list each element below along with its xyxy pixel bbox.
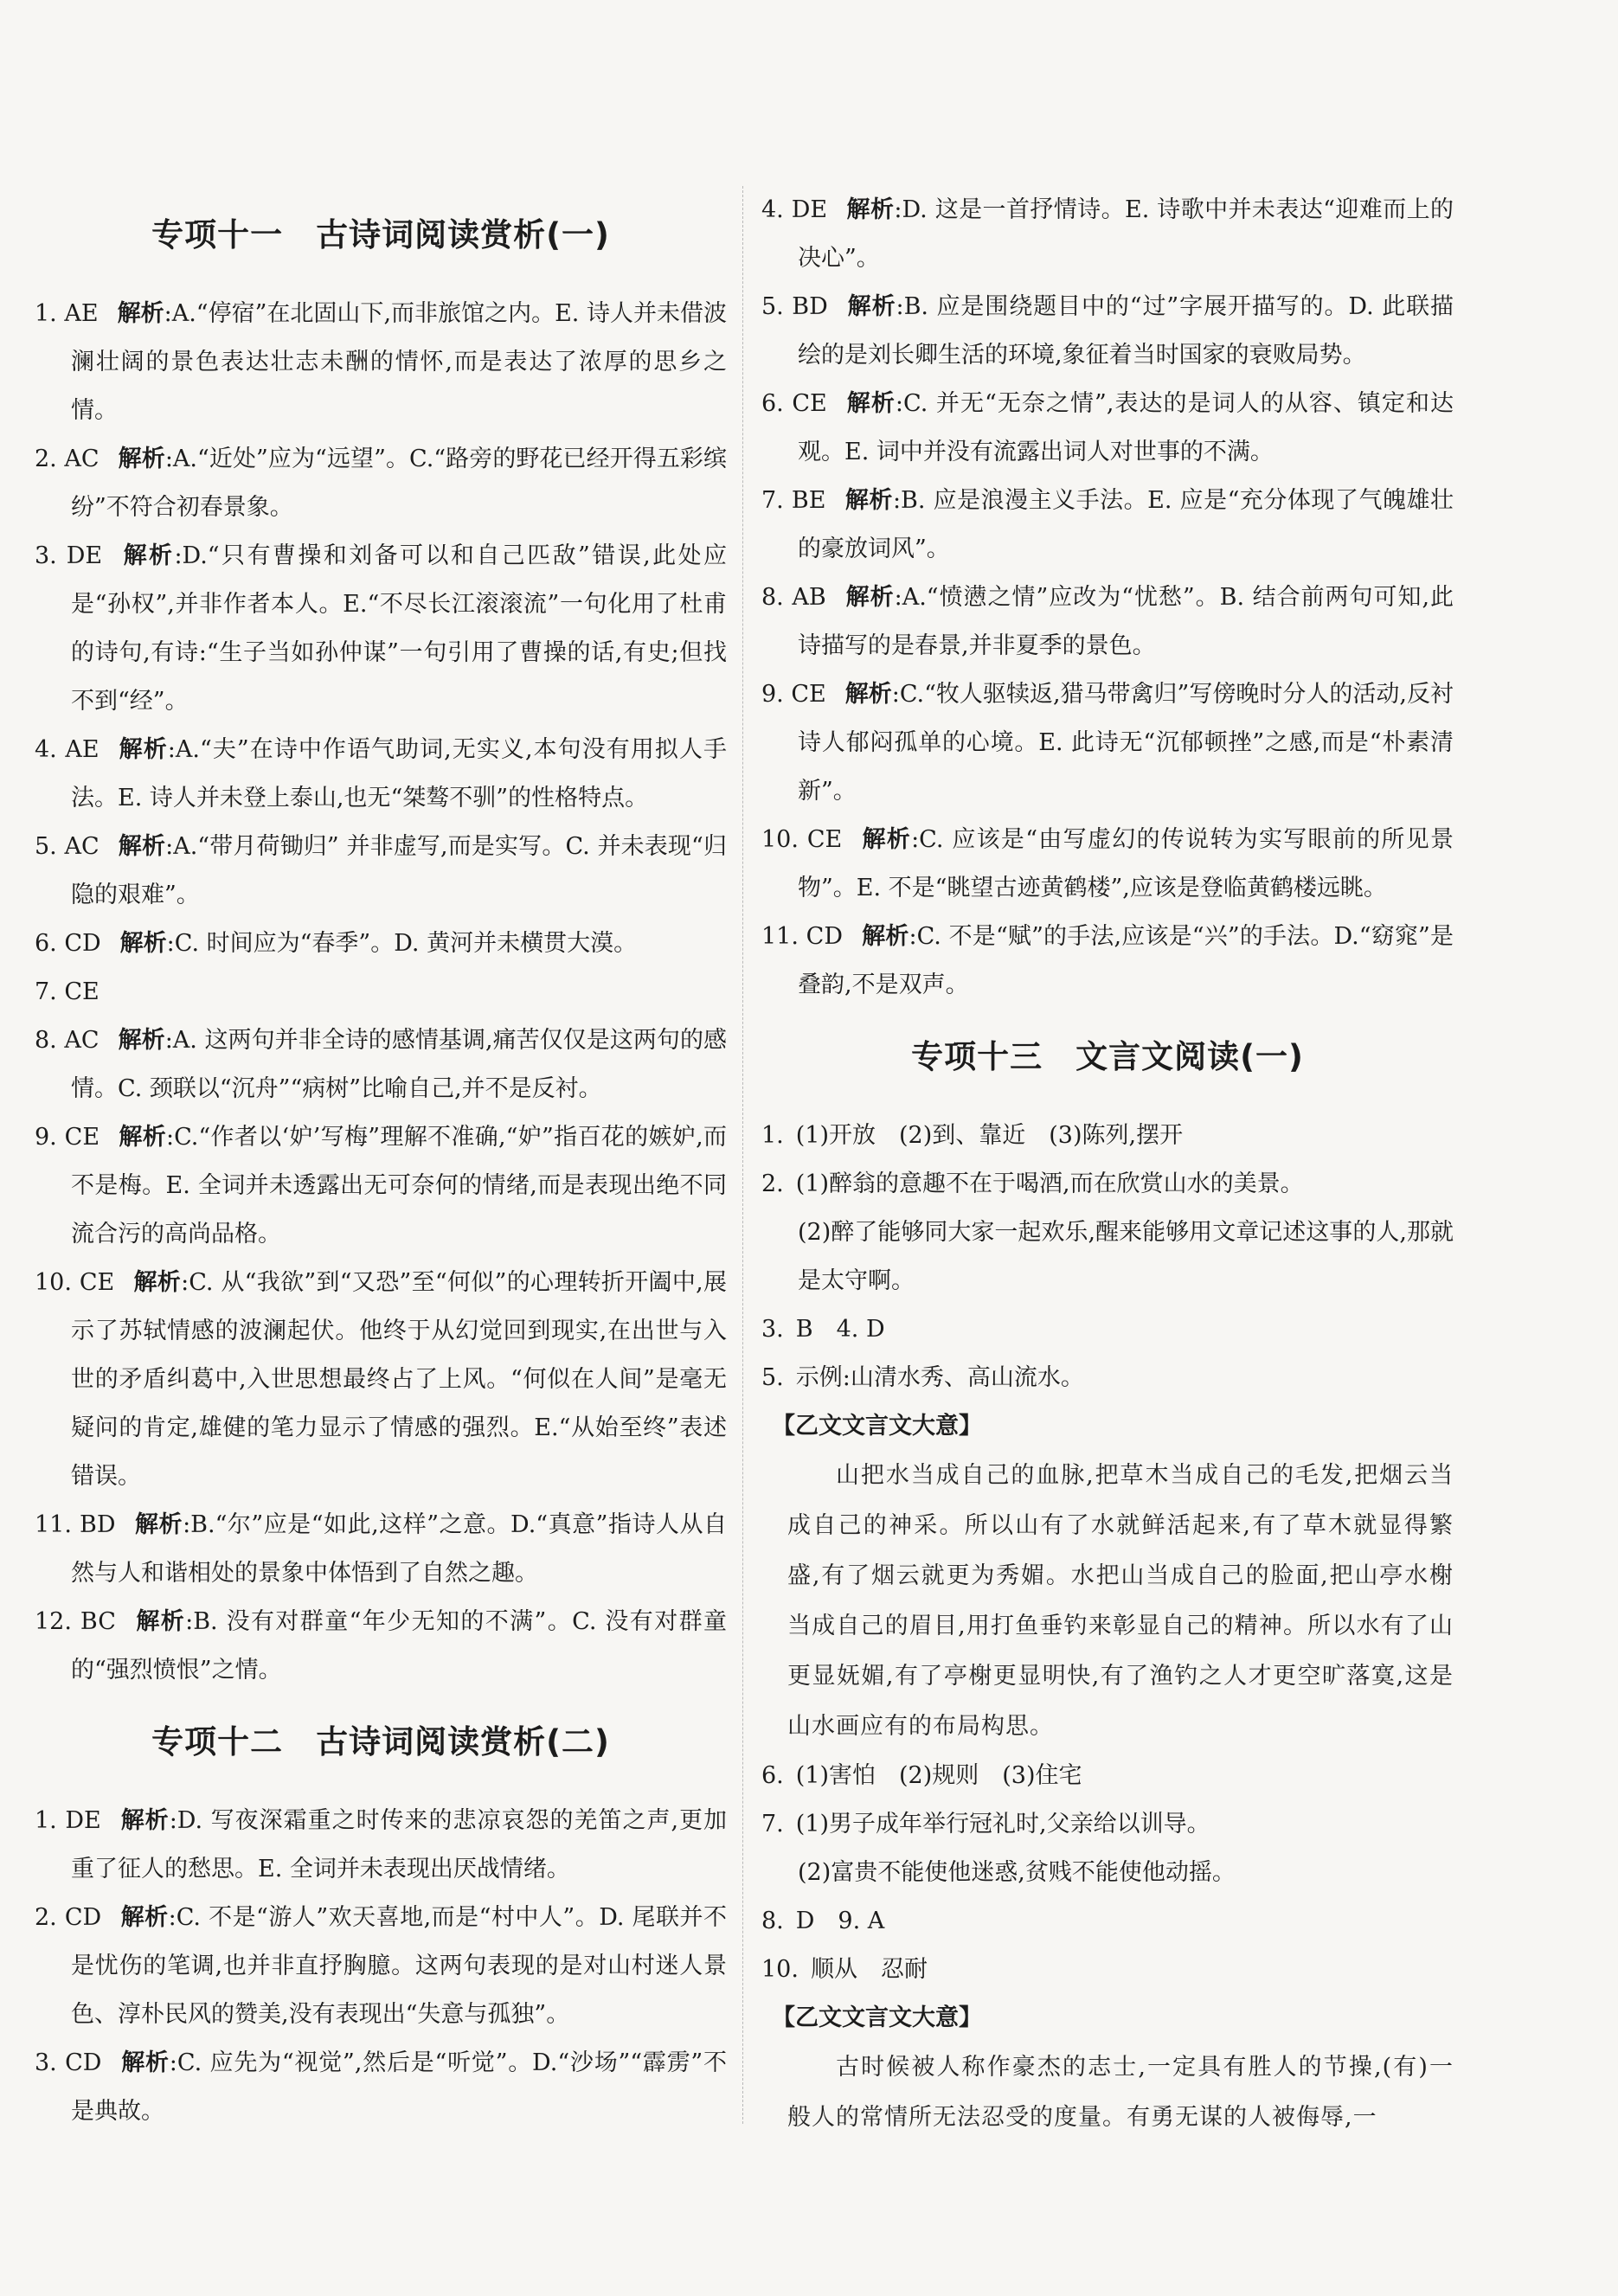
answer-number: 11. BD — [35, 1511, 116, 1538]
answer-number: 8. — [761, 1908, 784, 1934]
analysis-label: 解析 — [119, 1124, 167, 1151]
answer-number: 1. DE — [35, 1807, 101, 1834]
answer-number: 4. AE — [35, 736, 100, 763]
answer-item — [35, 290, 727, 435]
analysis-label: 解析 — [134, 1511, 183, 1538]
answer-number: 10. CE — [35, 1269, 115, 1296]
translation-text: 山把水当成自己的血脉,把草木当成自己的毛发,把烟云当成自己的神采。所以山有了水就鲜活起来,有了草木就显得繁盛,有了烟云就更为秀媚。水把山当成自己的脸面,把山亭水榭当成自己的眉目,用打鱼垂钓来彰显自己的精神。所以水有了山更显妩媚,有了亭榭更显明快,有了渔钓之人才更空旷落寞,这是山水画应有的布局构思。 — [787, 1462, 1454, 1740]
answer-number: 3. — [761, 1316, 784, 1343]
answer-item — [761, 816, 1454, 913]
answer-number: 6. CD — [35, 930, 101, 957]
analysis-label: 解析 — [861, 826, 912, 853]
analysis-label: 解析 — [119, 1807, 170, 1834]
answer-text: (2)富贵不能使他迷惑,贫贱不能使他动摇。 — [798, 1859, 1236, 1886]
answer-item — [761, 1209, 1454, 1305]
answer-item — [761, 1160, 1454, 1209]
answer-text: :A.“停宿”在北固山下,而非旅馆之内。E. 诗人并未借波澜壮阔的景色表达壮志未酬的情怀,而是表达了浓厚的思乡之情。 — [71, 300, 727, 424]
answer-number: 12. BC — [35, 1608, 116, 1635]
answer-number: 2. CD — [35, 1904, 102, 1931]
answer-text: :D.“只有曹操和刘备可以和自己匹敌”错误,此处应是“孙权”,并非作者本人。E.“不尽长江滚滚流”一句化用了杜甫的诗句,有诗:“生子当如孙仲谋”一句引用了曹操的话,有史;但找不到“经”。 — [71, 542, 728, 715]
answer-item — [761, 380, 1454, 477]
answer-text: (1)醉翁的意趣不在于喝酒,而在欣赏山水的美景。 — [795, 1170, 1304, 1197]
analysis-label: 解析 — [844, 584, 895, 611]
answer-number: 5. BD — [761, 293, 828, 320]
answer-number: 9. CE — [35, 1124, 100, 1151]
answer-text: :C.“作者以‘妒’写梅”理解不准确,“妒”指百花的嫉妒,而不是梅。E. 全词并未透露出无可奈何的情绪,而是表现出绝不同流合污的高尚品格。 — [71, 1124, 728, 1247]
section-title: 专项十二 古诗词阅读赏析(二) — [151, 1723, 610, 1760]
analysis-label: 解析 — [846, 196, 895, 223]
answer-text: (1)男子成年举行冠礼时,父亲给以训导。 — [795, 1811, 1210, 1837]
answer-text: 顺从 忍耐 — [810, 1956, 928, 1983]
answer-item — [35, 1259, 727, 1501]
answer-number: 6. — [761, 1762, 784, 1789]
answer-number: 6. CE — [761, 390, 827, 417]
answer-item — [35, 920, 727, 968]
left-column — [35, 177, 727, 2136]
right-column — [761, 186, 1454, 2143]
answer-number: 11. CD — [761, 923, 843, 950]
answer-text: :B. 应是浪漫主义手法。E. 应是“充分体现了气魄雄壮的豪放词风”。 — [798, 487, 1454, 562]
answer-item — [761, 1800, 1454, 1849]
answer-text: :D. 这是一首抒情诗。E. 诗歌中并未表达“迎难而上的决心”。 — [798, 196, 1454, 272]
answer-item — [761, 1946, 1454, 1994]
answer-item — [761, 1849, 1454, 1897]
answer-item — [761, 186, 1454, 283]
translation-heading: 【乙文文言文大意】 — [772, 1413, 982, 1440]
answer-item — [35, 1113, 727, 1259]
analysis-label: 解析 — [117, 300, 164, 327]
answer-number: 2. — [761, 1170, 784, 1197]
answer-text: :A.“近处”应为“远望”。C.“路旁的野花已经开得五彩缤纷”不符合初春景象。 — [71, 446, 727, 521]
answer-item — [35, 435, 727, 532]
answer-text: :D. 写夜深霜重之时传来的悲凉哀怨的羌笛之声,更加重了征人的愁思。E. 全词并未表现出厌战情绪。 — [71, 1807, 728, 1882]
answer-item — [35, 1501, 727, 1598]
answer-item — [761, 574, 1454, 670]
answer-text: :A.“带月荷锄归” 并非虚写,而是实写。C. 并未表现“归隐的艰难”。 — [71, 833, 727, 908]
answer-number: 8. AB — [761, 584, 826, 611]
answer-number: 3. DE — [35, 542, 103, 569]
answer-text: (1)开放 (2)到、靠近 (3)陈列,摆开 — [795, 1122, 1184, 1149]
answer-item — [35, 532, 727, 726]
answer-list — [761, 1752, 1454, 1994]
analysis-label: 解析 — [119, 930, 167, 957]
answer-text: :A. 这两句并非全诗的感情基调,痛苦仅仅是这两句的感情。C. 颈联以“沉舟”“病树”比喻自己,并不是反衬。 — [71, 1027, 728, 1102]
answer-item — [761, 670, 1454, 816]
answer-item — [761, 1752, 1454, 1800]
answer-number: 10. — [761, 1956, 799, 1983]
analysis-label: 解析 — [844, 487, 893, 514]
analysis-label: 解析 — [120, 2049, 170, 2076]
answer-item — [761, 477, 1454, 574]
section-title: 专项十三 文言文阅读(一) — [911, 1038, 1304, 1075]
answer-number: 1. AE — [35, 300, 99, 327]
answer-text: :A.“夫”在诗中作语气助词,无实义,本句没有用拟人手法。E. 诗人并未登上泰山,也无“桀骜不驯”的性格特点。 — [71, 736, 727, 811]
answer-number: 5. — [761, 1364, 784, 1391]
answer-text: :C. 应该是“由写虚幻的传说转为实写眼前的所见景物”。E. 不是“眺望古迹黄鹤楼”,应该是登临黄鹤楼远眺。 — [798, 826, 1454, 901]
answer-number: 7. BE — [761, 487, 826, 514]
answer-number: 9. CE — [761, 681, 826, 708]
answer-text: :B. 应是围绕题目中的“过”字展开描写的。D. 此联描绘的是刘长卿生活的环境,象征着当时国家的衰败局势。 — [798, 293, 1454, 369]
translation-heading: 【乙文文言文大意】 — [772, 2004, 982, 2031]
answer-item — [35, 823, 727, 920]
answer-text: :C.“牧人驱犊返,猎马带禽归”写傍晚时分人的活动,反衬诗人郁闷孤单的心境。E. 此诗无“沉郁顿挫”之感,而是“朴素清新”。 — [798, 681, 1454, 805]
answer-list — [761, 186, 1454, 1010]
answer-text: B 4. D — [795, 1316, 885, 1343]
analysis-label: 解析 — [120, 1904, 169, 1931]
answer-number: 3. CD — [35, 2049, 102, 2076]
analysis-label: 解析 — [844, 681, 892, 708]
answer-item — [35, 968, 727, 1017]
answer-item — [761, 1897, 1454, 1946]
column-divider — [742, 186, 743, 2124]
answer-text: :C. 时间应为“春季”。D. 黄河并未横贯大漠。 — [166, 930, 638, 957]
answer-item — [35, 1598, 727, 1695]
answer-item — [761, 283, 1454, 380]
analysis-label: 解析 — [121, 542, 175, 569]
answer-text: :B. 没有对群童“年少无知的不满”。C. 没有对群童的“强烈愤恨”之情。 — [71, 1608, 727, 1684]
answer-text: :B.“尔”应是“如此,这样”之意。D.“真意”指诗人从自然与人和谐相处的景象中体悟到了自然之趣。 — [71, 1511, 727, 1587]
answer-item — [35, 1894, 727, 2039]
answer-number: 4. DE — [761, 196, 828, 223]
answer-text: :C. 从“我欲”到“又恐”至“何似”的心理转折开阖中,展示了苏轼情感的波澜起伏。他终于从幻觉回到现实,在出世与入世的矛盾纠葛中,入世思想最终占了上风。“何似在人间”是毫无疑问的肯定,雄健的笔力显示了情感的强烈。E.“从始至终”表述错误。 — [71, 1269, 728, 1490]
answer-item — [35, 1797, 727, 1894]
translation-text: 古时候被人称作豪杰的志士,一定具有胜人的节操,(有)一般人的常情所无法忍受的度量。有勇无谋的人被侮辱,一 — [787, 2054, 1454, 2131]
answer-item — [761, 913, 1454, 1010]
answer-text: :A.“愤懑之情”应改为“忧愁”。B. 结合前两句可知,此诗描写的是春景,并非夏季的景色。 — [798, 584, 1454, 659]
answer-text: D 9. A — [795, 1908, 885, 1934]
analysis-label: 解析 — [118, 736, 168, 763]
answer-item — [35, 2039, 727, 2136]
answer-item — [761, 1112, 1454, 1160]
answer-text: (2)醉了能够同大家一起欢乐,醒来能够用文章记述这事的人,那就是太守啊。 — [798, 1219, 1454, 1294]
answer-list — [35, 1797, 727, 2136]
answer-list — [761, 1112, 1454, 1402]
answer-number: 7. CE — [35, 978, 100, 1005]
analysis-label: 解析 — [845, 390, 896, 417]
analysis-label: 解析 — [133, 1269, 182, 1296]
answer-text: :C. 应先为“视觉”,然后是“听觉”。D.“沙场”“霹雳”不是典故。 — [71, 2049, 728, 2125]
answer-number: 2. AC — [35, 446, 100, 472]
analysis-label: 解析 — [134, 1608, 186, 1635]
answer-item — [761, 1305, 1454, 1354]
answer-number: 10. CE — [761, 826, 843, 853]
analysis-label: 解析 — [118, 1027, 165, 1054]
analysis-label: 解析 — [862, 923, 909, 950]
analysis-label: 解析 — [846, 293, 896, 320]
answer-list — [35, 290, 727, 1695]
answer-item — [35, 1017, 727, 1113]
answer-number: 1. — [761, 1122, 784, 1149]
answer-item — [761, 1354, 1454, 1402]
section-title: 专项十一 古诗词阅读赏析(一) — [151, 216, 610, 253]
answer-text: :C. 不是“游人”欢天喜地,而是“村中人”。D. 尾联并不是忧伤的笔调,也并非直抒胸臆。这两句表现的是对山村迷人景色、淳朴民风的赞美,没有表现出“失意与孤独”。 — [71, 1904, 727, 2028]
analysis-label: 解析 — [118, 446, 165, 472]
answer-number: 5. AC — [35, 833, 100, 860]
answer-text: :C. 不是“赋”的手法,应该是“兴”的手法。D.“窈窕”是叠韵,不是双声。 — [798, 923, 1454, 998]
answer-text: 示例:山清水秀、高山流水。 — [795, 1364, 1084, 1391]
analysis-label: 解析 — [118, 833, 166, 860]
answer-number: 7. — [761, 1811, 784, 1837]
answer-text: (1)害怕 (2)规则 (3)住宅 — [795, 1762, 1082, 1789]
answer-item — [35, 726, 727, 823]
answer-number: 8. AC — [35, 1027, 100, 1054]
answer-text: :C. 并无“无奈之情”,表达的是词人的从容、镇定和达观。E. 词中并没有流露出词人对世事的不满。 — [798, 390, 1454, 465]
